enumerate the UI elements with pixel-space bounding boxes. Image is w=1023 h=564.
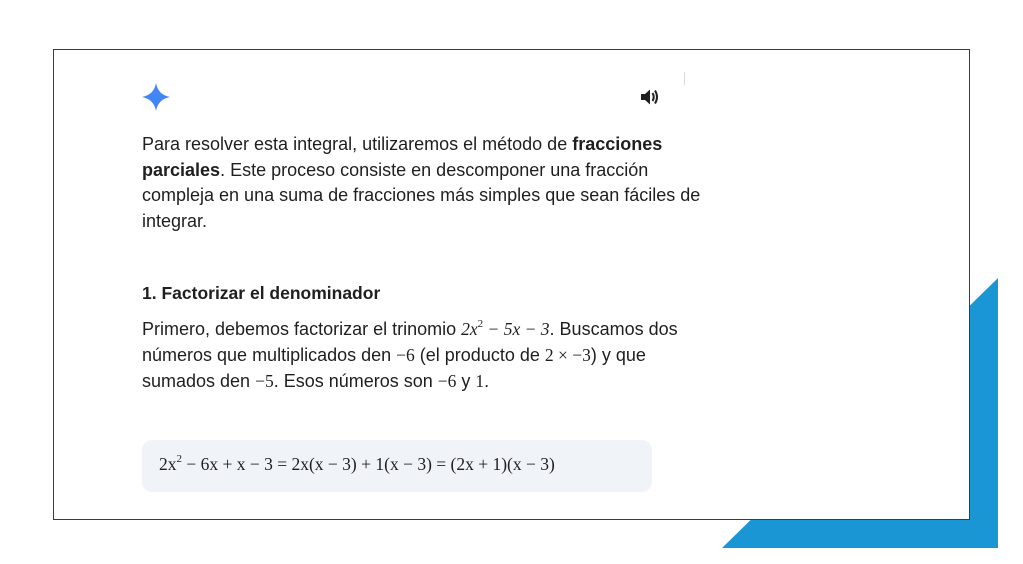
math-value: 2 × −3 <box>544 344 591 365</box>
intro-bold-term: fracciones parciales <box>142 134 663 180</box>
equation-part: 2x <box>159 454 177 474</box>
intro-text: Para resolver esta integral, utilizaremos el método de <box>142 134 568 154</box>
speaker-icon[interactable] <box>640 88 660 111</box>
equation-part: − 6x + x − 3 = 2x(x − 3) + 1(x − 3) = (2x + 1)(x − 3) <box>182 454 555 474</box>
section-heading: 1. Factorizar el denominador <box>142 283 381 303</box>
math-value: −5 <box>255 370 274 391</box>
gemini-sparkle-icon <box>141 82 171 117</box>
math-value: −6 <box>396 344 415 365</box>
divider <box>684 72 685 85</box>
text-span: y <box>456 370 476 391</box>
equation-block <box>142 440 652 492</box>
text-span: . Esos números son <box>273 370 438 391</box>
math-part: 2x <box>461 319 478 339</box>
text-span: (el producto de <box>414 344 545 365</box>
intro-paragraph <box>142 132 702 234</box>
text-span: . Buscamos dos números que multiplicados den <box>142 319 678 365</box>
equation-exponent: 2 <box>176 453 182 466</box>
math-value: 1 <box>475 370 485 391</box>
intro-text-rest: . Este proceso consiste en descomponer una fracción compleja en una suma de fracciones más simples que sean fáciles de integrar. <box>142 159 701 231</box>
text-span: Primero, debemos factorizar el trinomio <box>142 319 462 339</box>
section-paragraph <box>142 317 722 394</box>
text-span: . <box>484 370 490 391</box>
equation <box>159 454 555 475</box>
text-span: ) y que sumados den <box>142 344 646 391</box>
math-exponent: 2 <box>477 318 484 331</box>
math-part: − 5x − 3 <box>483 319 550 339</box>
math-value: −6 <box>437 370 457 391</box>
response-panel <box>53 49 970 520</box>
math-trinomial <box>461 319 549 339</box>
